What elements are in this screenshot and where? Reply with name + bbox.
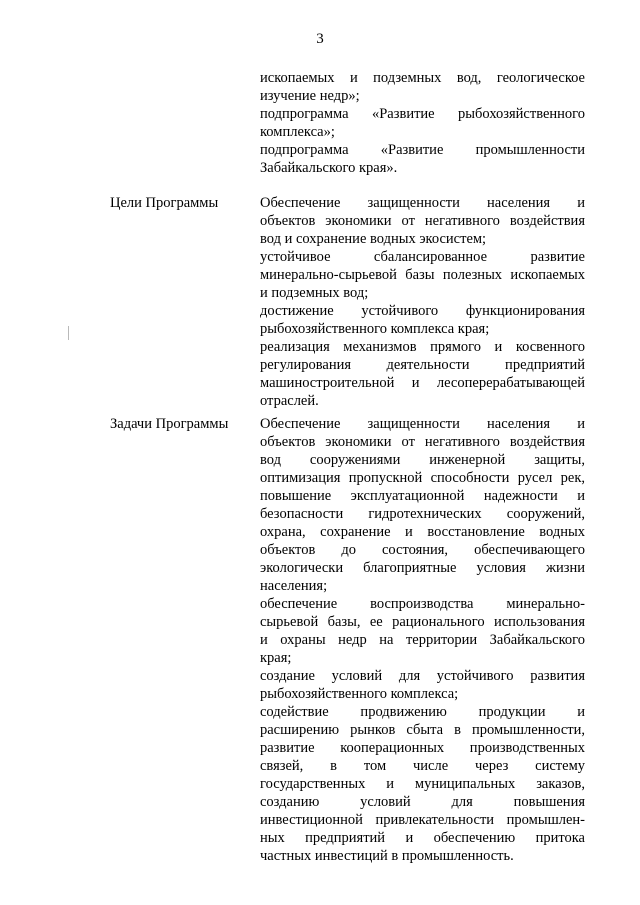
text-line: оптимизация пропускной способности русел рек,	[260, 470, 585, 486]
text-line: машиностроительной и лесоперерабатывающей	[260, 375, 585, 391]
intro-text-block	[260, 69, 585, 177]
text-line: рыбохозяйственного комплекса;	[260, 686, 459, 702]
text-line: достижение устойчивого функционирования	[260, 303, 585, 319]
text-line: повышение эксплуатационной надежности и	[260, 488, 585, 504]
text-line: объектов экономики от негативного воздействия	[260, 213, 585, 229]
text-line: связей, в том числе через систему	[260, 758, 585, 774]
text-line: содействие продвижению продукции и	[260, 704, 585, 720]
text-line: созданию условий для повышения	[260, 794, 585, 810]
text-line: Забайкальского края».	[260, 160, 398, 176]
goals-text-block	[260, 194, 585, 410]
text-line: частных инвестиций в промышленность.	[260, 848, 514, 864]
text-line: регулирования деятельности предприятий	[260, 357, 585, 373]
text-line: охрана, сохранение и восстановление водных	[260, 524, 585, 540]
text-line: устойчивое сбалансированное развитие	[260, 249, 585, 265]
text-line: государственных и муниципальных заказов,	[260, 776, 585, 792]
text-line: обеспечение воспроизводства минерально-	[260, 596, 585, 612]
text-line: безопасности гидротехнических сооружений,	[260, 506, 585, 522]
text-line: объектов до состояния, обеспечивающего	[260, 542, 585, 558]
text-line: изучение недр»;	[260, 88, 360, 104]
text-line: ископаемых и подземных вод, геологическое	[260, 70, 585, 86]
text-line: вод сооружениями инженерной защиты,	[260, 452, 585, 468]
text-line: отраслей.	[260, 393, 319, 409]
text-line: и охраны недр на территории Забайкальского	[260, 632, 585, 648]
text-line: реализация механизмов прямого и косвенного	[260, 339, 585, 355]
text-line: вод и сохранение водных экосистем;	[260, 231, 487, 247]
text-line: расширению рынков сбыта в промышленности,	[260, 722, 585, 738]
text-line: Обеспечение защищенности населения и	[260, 416, 585, 432]
text-line: подпрограмма «Развитие промышленности	[260, 142, 585, 158]
text-line: края;	[260, 650, 292, 666]
tasks-text-block	[260, 415, 585, 865]
text-line: экологически благоприятные условия жизни	[260, 560, 585, 576]
text-line: создание условий для устойчивого развития	[260, 668, 585, 684]
text-line: инвестиционной привлекательности промышлен-	[260, 812, 585, 828]
page-number: 3	[316, 31, 324, 47]
margin-mark	[68, 326, 69, 340]
text-line: минерально-сырьевой базы полезных ископаемых	[260, 267, 585, 283]
text-line: подпрограмма «Развитие рыбохозяйственного	[260, 106, 585, 122]
text-line: рыбохозяйственного комплекса края;	[260, 321, 490, 337]
text-line: комплекса»;	[260, 124, 335, 140]
text-line: ных предприятий и обеспечению притока	[260, 830, 585, 846]
text-line: сырьевой базы, ее рационального использования	[260, 614, 585, 630]
goals-label: Цели Программы	[110, 195, 219, 211]
tasks-label: Задачи Программы	[110, 416, 229, 432]
text-line: населения;	[260, 578, 328, 594]
text-line: развитие кооперационных производственных	[260, 740, 585, 756]
text-line: Обеспечение защищенности населения и	[260, 195, 585, 211]
text-line: объектов экономики от негативного воздействия	[260, 434, 585, 450]
text-line: и подземных вод;	[260, 285, 369, 301]
